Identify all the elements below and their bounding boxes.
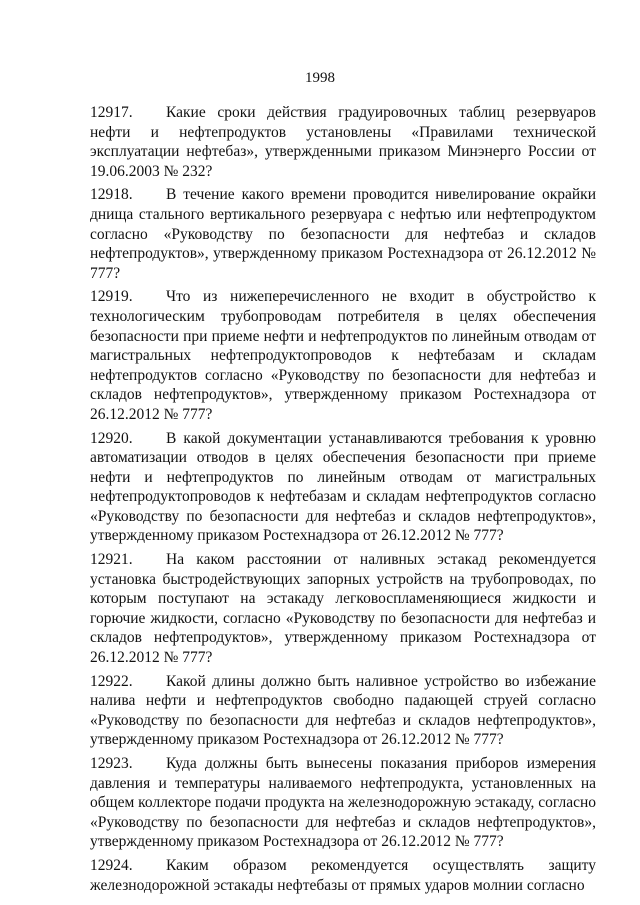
question-number: 12917.	[90, 104, 133, 121]
question-item	[90, 550, 596, 668]
question-item	[90, 185, 596, 283]
question-number: 12919.	[90, 288, 133, 306]
question-text: Какие сроки действия градуировочных таблиц резервуаров нефти и нефтепродуктов установлены «Правилами технической эксплуатации нефтебаз», утвержденными приказом Минэнерго России от 19.06.2003 № 232?	[90, 104, 596, 180]
question-item	[90, 672, 596, 750]
question-text: Какой длины должно быть наливное устройство во избежание налива нефти и нефтепродуктов свободно падающей струей согласно «Руководству по безопасности для нефтебаз и складов нефтепродуктов», утвержденному приказом Ростехнадзора от 26.12.2012 № 777?	[90, 672, 596, 749]
question-number: 12921.	[90, 551, 133, 569]
question-item	[90, 754, 596, 852]
question-item	[90, 103, 596, 181]
page-number: 1998	[305, 70, 335, 86]
question-list	[90, 103, 596, 899]
question-text: Куда должны быть вынесены показания приборов измерения давления и температуры наливаемого нефтепродукта, установленных на общем коллекторе подачи продукта на железнодорожную эстакаду, согласно «Руководству по безопасности для нефтебаз и складов нефтепродуктов», утвержденному приказом Ростехнадзора от 26.12.2012 № 777?	[90, 755, 596, 851]
question-number: 12923.	[90, 755, 133, 772]
question-number: 12924.	[90, 856, 133, 874]
question-text: В течение какого времени проводится нивелирование окрайки днища стального вертикального резервуара с нефтью или нефтепродуктом согласно «Руководству по безопасности для нефтебаз и складов нефтепродуктов», утвержденному приказом Ростехнадзора от 26.12.2012 № 777?	[90, 186, 596, 282]
question-item	[90, 287, 596, 424]
question-text: Каким образом рекомендуется осуществлять защиту железнодорожной эстакады нефтебазы от прямых ударов молнии согласно	[90, 856, 596, 894]
question-text: В какой документации устанавливаются требования к уровню автоматизации отводов в целях обеспечения безопасности при приеме нефти и нефтепродуктов по линейным отводам от магистральных нефтепродуктопроводов к нефтебазам и складам нефтепродуктов согласно «Руководству по безопасности для нефтебаз и складов нефтепродуктов», утвержденному приказом Ростехнадзора от 26.12.2012 № 777?	[90, 429, 596, 545]
question-number: 12918.	[90, 186, 133, 204]
question-number: 12920.	[90, 429, 133, 447]
question-item	[90, 429, 596, 547]
question-number: 12922.	[90, 672, 133, 690]
question-item	[90, 856, 596, 895]
question-text: Что из нижеперечисленного не входит в обустройство к технологическим трубопроводам потребителя в целях обеспечения безопасности при приеме нефти и нефтепродуктов по линейным отводам от магистральных нефтепродуктопроводов к нефтебазам и складам нефтепродуктов согласно «Руководству по безопасности для нефтебаз и складов нефтепродуктов», утвержденному приказом Ростехнадзора от 26.12.2012 № 777?	[90, 288, 596, 423]
question-text: На каком расстоянии от наливных эстакад рекомендуется установка быстродействующих запорных устройств на трубопроводах, по которым поступают на эстакаду легковоспламеняющиеся жидкости и горючие жидкости, согласно «Руководству по безопасности для нефтебаз и складов нефтепродуктов», утвержденному приказом Ростехнадзора от 26.12.2012 № 777?	[90, 551, 596, 667]
